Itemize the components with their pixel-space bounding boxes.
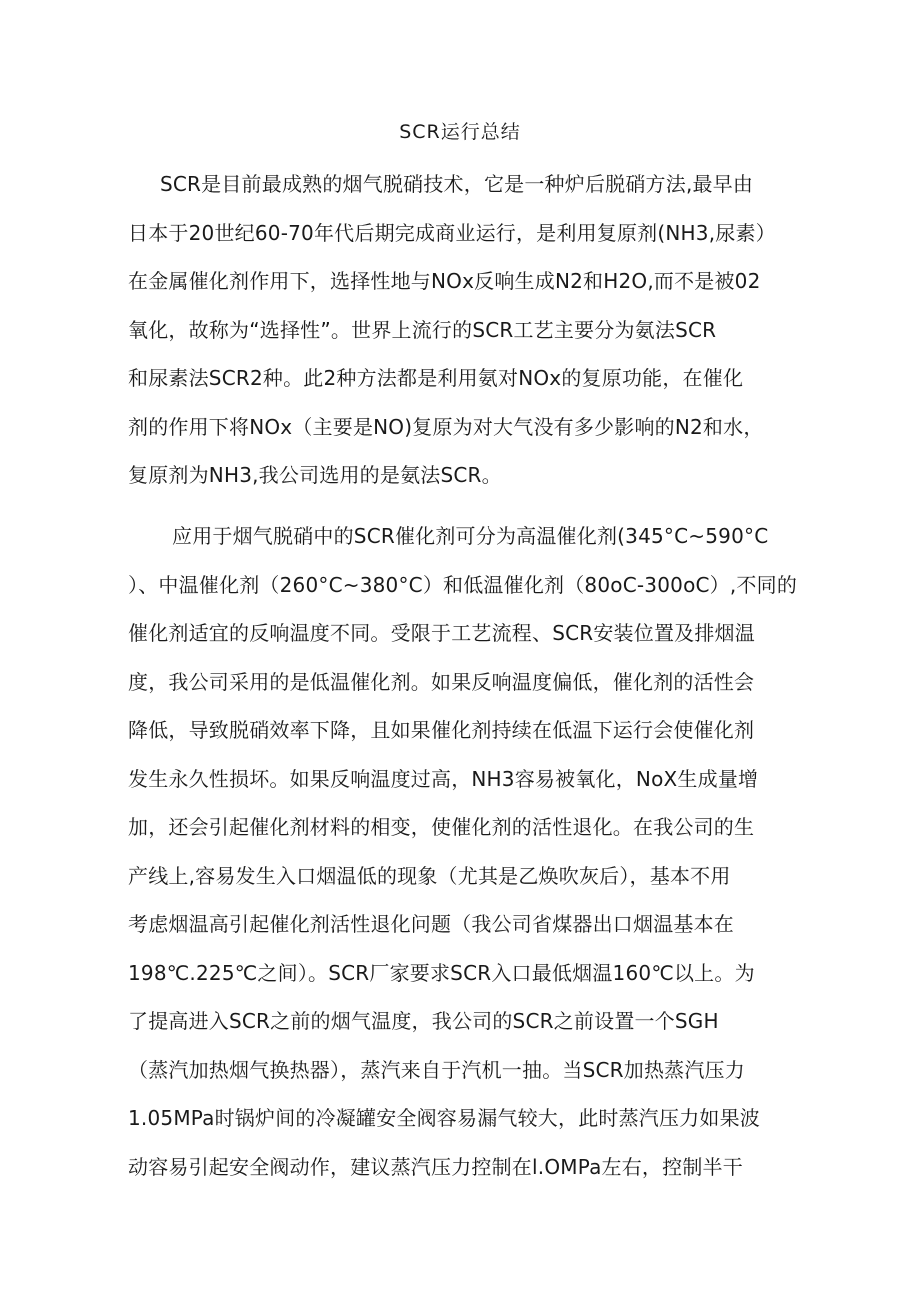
text-line: 日本于20世纪60-70年代后期完成商业运行，是利用复原剂(NH3,尿素）	[128, 220, 776, 245]
text-line: 和尿素法SCR2种。此2种方法都是利用氨对NOx的复原功能，在催化	[128, 366, 744, 390]
paragraph-2	[128, 512, 800, 1191]
text-line: 动容易引起安全阀动作，建议蒸汽压力控制在l.OMPa左右，控制半干	[128, 1154, 743, 1179]
text-line: 加，还会引起催化剂材料的相变，使催化剂的活性退化。在我公司的生	[128, 815, 755, 839]
text-line: 剂的作用下将NOx（主要是NO)复原为对大气没有多少影响的N2和水，	[128, 414, 764, 439]
paragraph-1	[128, 160, 800, 500]
text-line: 降低，导致脱硝效率下降，且如果催化剂持续在低温下运行会使催化剂	[128, 718, 755, 742]
text-line: 催化剂适宜的反响温度不同。受限于工艺流程、SCR安装位置及排烟温	[128, 621, 755, 645]
text-line: SCR是目前最成熟的烟气脱硝技术，它是一种炉后脱硝方法,最早由	[160, 172, 754, 196]
text-line: 发生永久性损坏。如果反响温度过高，NH3容易被氧化，NoX生成量增	[128, 766, 759, 791]
text-line: ）、中温催化剂（260°C~380°C）和低温催化剂（80oC-300oC）,不同的	[128, 572, 798, 597]
text-line: （蒸汽加热烟气换热器），蒸汽来自于汽机一抽。当SCR加热蒸汽压力	[128, 1057, 745, 1082]
text-line: 产线上,容易发生入口烟温低的现象（尤其是乙焕吹灰后），基本不用	[128, 863, 731, 888]
text-line: 度，我公司采用的是低温催化剂。如果反响温度偏低，催化剂的活性会	[128, 669, 755, 694]
text-line: 198℃.225℃之间）。SCR厂家要求SCR入口最低烟温160℃以上。为	[128, 960, 755, 985]
page-title: SCR运行总结	[399, 121, 521, 143]
text-line: 1.05MPa时锅炉间的冷凝罐安全阀容易漏气较大，此时蒸汽压力如果波	[128, 1106, 761, 1130]
text-line: 复原剂为NH3,我公司选用的是氨法SCR。	[128, 463, 502, 487]
text-line: 应用于烟气脱硝中的SCR催化剂可分为高温催化剂(345°C~590°C	[172, 524, 769, 548]
text-line: 氧化，故称为“选择性”。世界上流行的SCR工艺主要分为氨法SCR	[128, 317, 717, 342]
text-line: 在金属催化剂作用下，选择性地与NOx反响生成N2和H2O,而不是被02	[128, 269, 761, 293]
text-line: 了提高进入SCR之前的烟气温度，我公司的SCR之前设置一个SGH	[128, 1009, 719, 1033]
text-line: 考虑烟温高引起催化剂活性退化问题（我公司省煤器出口烟温基本在	[128, 912, 734, 936]
